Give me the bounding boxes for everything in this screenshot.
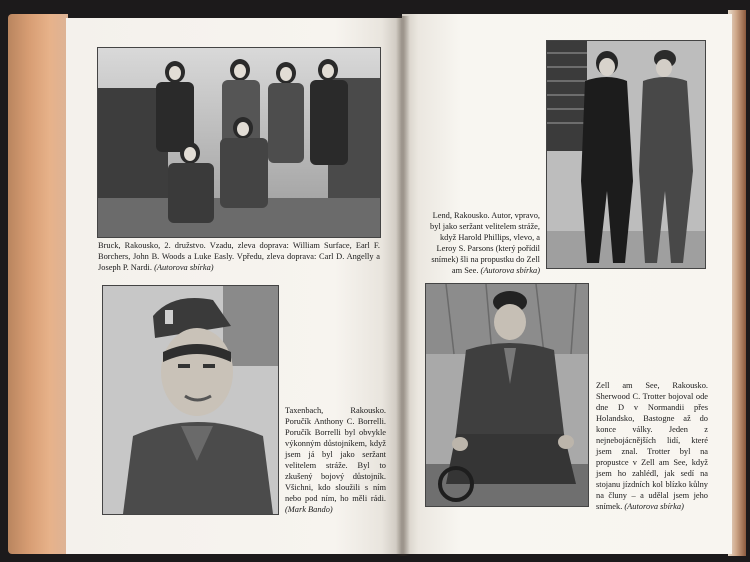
borrelli-caption: Taxenbach, Rakousko. Poručík Anthony C. Borrelli. Poručík Borrelli byl obvykle výkonným důstojníkem, když jsem já byl jako seržant velitelem stráže. Byl to zkušený bojový důstojník. Všichni, kdo sloužili s ním nebo pod ním, ho měli rádi. (Mark Bando) xyxy=(285,406,386,514)
trotter-caption: Zell am See, Rakousko. Sherwood C. Trotter bojoval ode dne D v Normandii přes Holandsko, Bastogne až do konce války. Jeden z nejnebojácnějších lidí, které jsem znal. Trotter byl na propustce v Zell am See, když jsem ho zahlédl, jak sedí na stojanu jízdních kol blízko kůlny na čluny – a udělal jsem jeho snímek. (Autorova sbírka) xyxy=(596,381,708,511)
trotter-photo xyxy=(425,283,589,507)
borrelli-portrait-photo xyxy=(102,285,279,515)
trotter-credit: (Autorova sbírka) xyxy=(624,502,684,511)
group-caption: Bruck, Rakousko, 2. družstvo. Vzadu, zleva doprava: William Surface, Earl F. Borchers, John B. Woods a Luke Easly. Vpředu, zleva doprava: Carl D. Angelly a Joseph P. Nardi. (Autorova sbírka) xyxy=(98,241,380,272)
group-photo xyxy=(97,47,381,238)
two-soldiers-caption: Lend, Rakousko. Autor, vpravo, byl jako seržant velitelem stráže, když Harold Phillips, vlevo, a Leroy S. Parsons (který pořídil snímek) šli na propustku do Zell am See. (Autorova sbírka) xyxy=(430,211,540,275)
two-soldiers-photo xyxy=(546,40,706,269)
book-edge-left xyxy=(8,14,68,554)
borrelli-credit: (Mark Bando) xyxy=(285,505,333,514)
group-credit: (Autorova sbírka) xyxy=(154,263,214,272)
two-soldiers-credit: (Autorova sbírka) xyxy=(480,266,540,275)
book-gutter xyxy=(396,16,410,556)
